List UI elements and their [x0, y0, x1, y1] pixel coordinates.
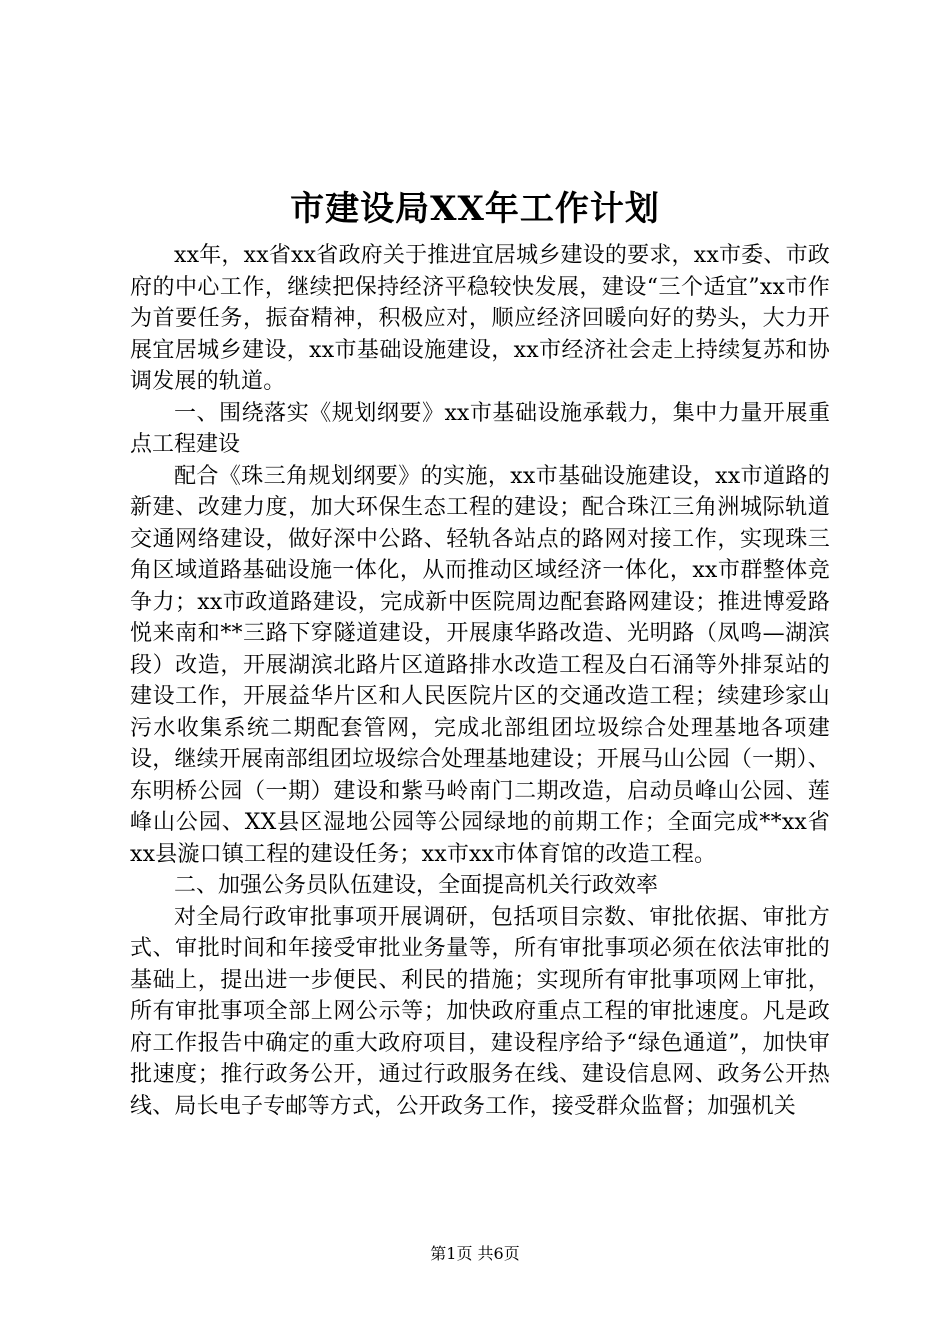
document-title: 市建设局XX年工作计划	[290, 189, 660, 229]
section-2-paragraph: 对全局行政审批事项开展调研，包括项目宗数、审批依据、审批方式、审批时间和年接受审批业务量等，所有审批事项必须在依法审批的基础上，提出进一步便民、利民的措施；实现所有审批事项网上审批，所有审批事项全部上网公示等；加快政府重点工程的审批速度。凡是政府工作报告中确定的重大政府项目，建设程序给予“绿色通道”，加快审批速度；推行政务公开，通过行政服务在线、建设信息网、政务公开热线、局长电子专邮等方式，公开政务工作，接受群众监督；加强机关	[130, 904, 830, 1119]
section-heading-2: 二、加强公务员队伍建设，全面提高机关行政效率	[174, 873, 659, 898]
section-heading-1: 一、围绕落实《规划纲要》xx市基础设施承载力，集中力量开展重点工程建设	[130, 400, 830, 457]
section-1-paragraph: 配合《珠三角规划纲要》的实施，xx市基础设施建设，xx市道路的新建、改建力度，加大环保生态工程的建设；配合珠江三角洲城际轨道交通网络建设，做好深中公路、轻轨各站点的路网对接工作，实现珠三角区域道路基础设施一体化，从而推动区域经济一体化，xx市群整体竞争力；xx市政道路建设，完成新中医院周边配套路网建设；推进博爱路悦来南和**三路下穿隧道建设，开展康华路改造、光明路（凤鸣—湖滨段）改造，开展湖滨北路片区道路排水改造工程及白石涌等外排泵站的建设工作，开展益华片区和人民医院片区的交通改造工程；续建珍家山污水收集系统二期配套管网，完成北部组团垃圾综合处理基地各项建设，继续开展南部组团垃圾综合处理基地建设；开展马山公园（一期）、东明桥公园（一期）建设和紫马岭南门二期改造，启动员峰山公园、莲峰山公园、XX县区湿地公园等公园绿地的前期工作；全面完成**xx省xx县漩口镇工程的建设任务；xx市xx市体育馆的改造工程。	[130, 463, 830, 867]
document-body	[130, 240, 830, 1122]
intro-paragraph: xx年，xx省xx省政府关于推进宜居城乡建设的要求，xx市委、市政府的中心工作，继续把保持经济平稳较快发展，建设“三个适宜”xx市作为首要任务，振奋精神，积极应对，顺应经济回暖向好的势头，大力开展宜居城乡建设，xx市基础设施建设，xx市经济社会走上持续复苏和协调发展的轨道。	[130, 243, 830, 394]
page-number-footer: 第1页 共6页	[430, 1244, 520, 1263]
